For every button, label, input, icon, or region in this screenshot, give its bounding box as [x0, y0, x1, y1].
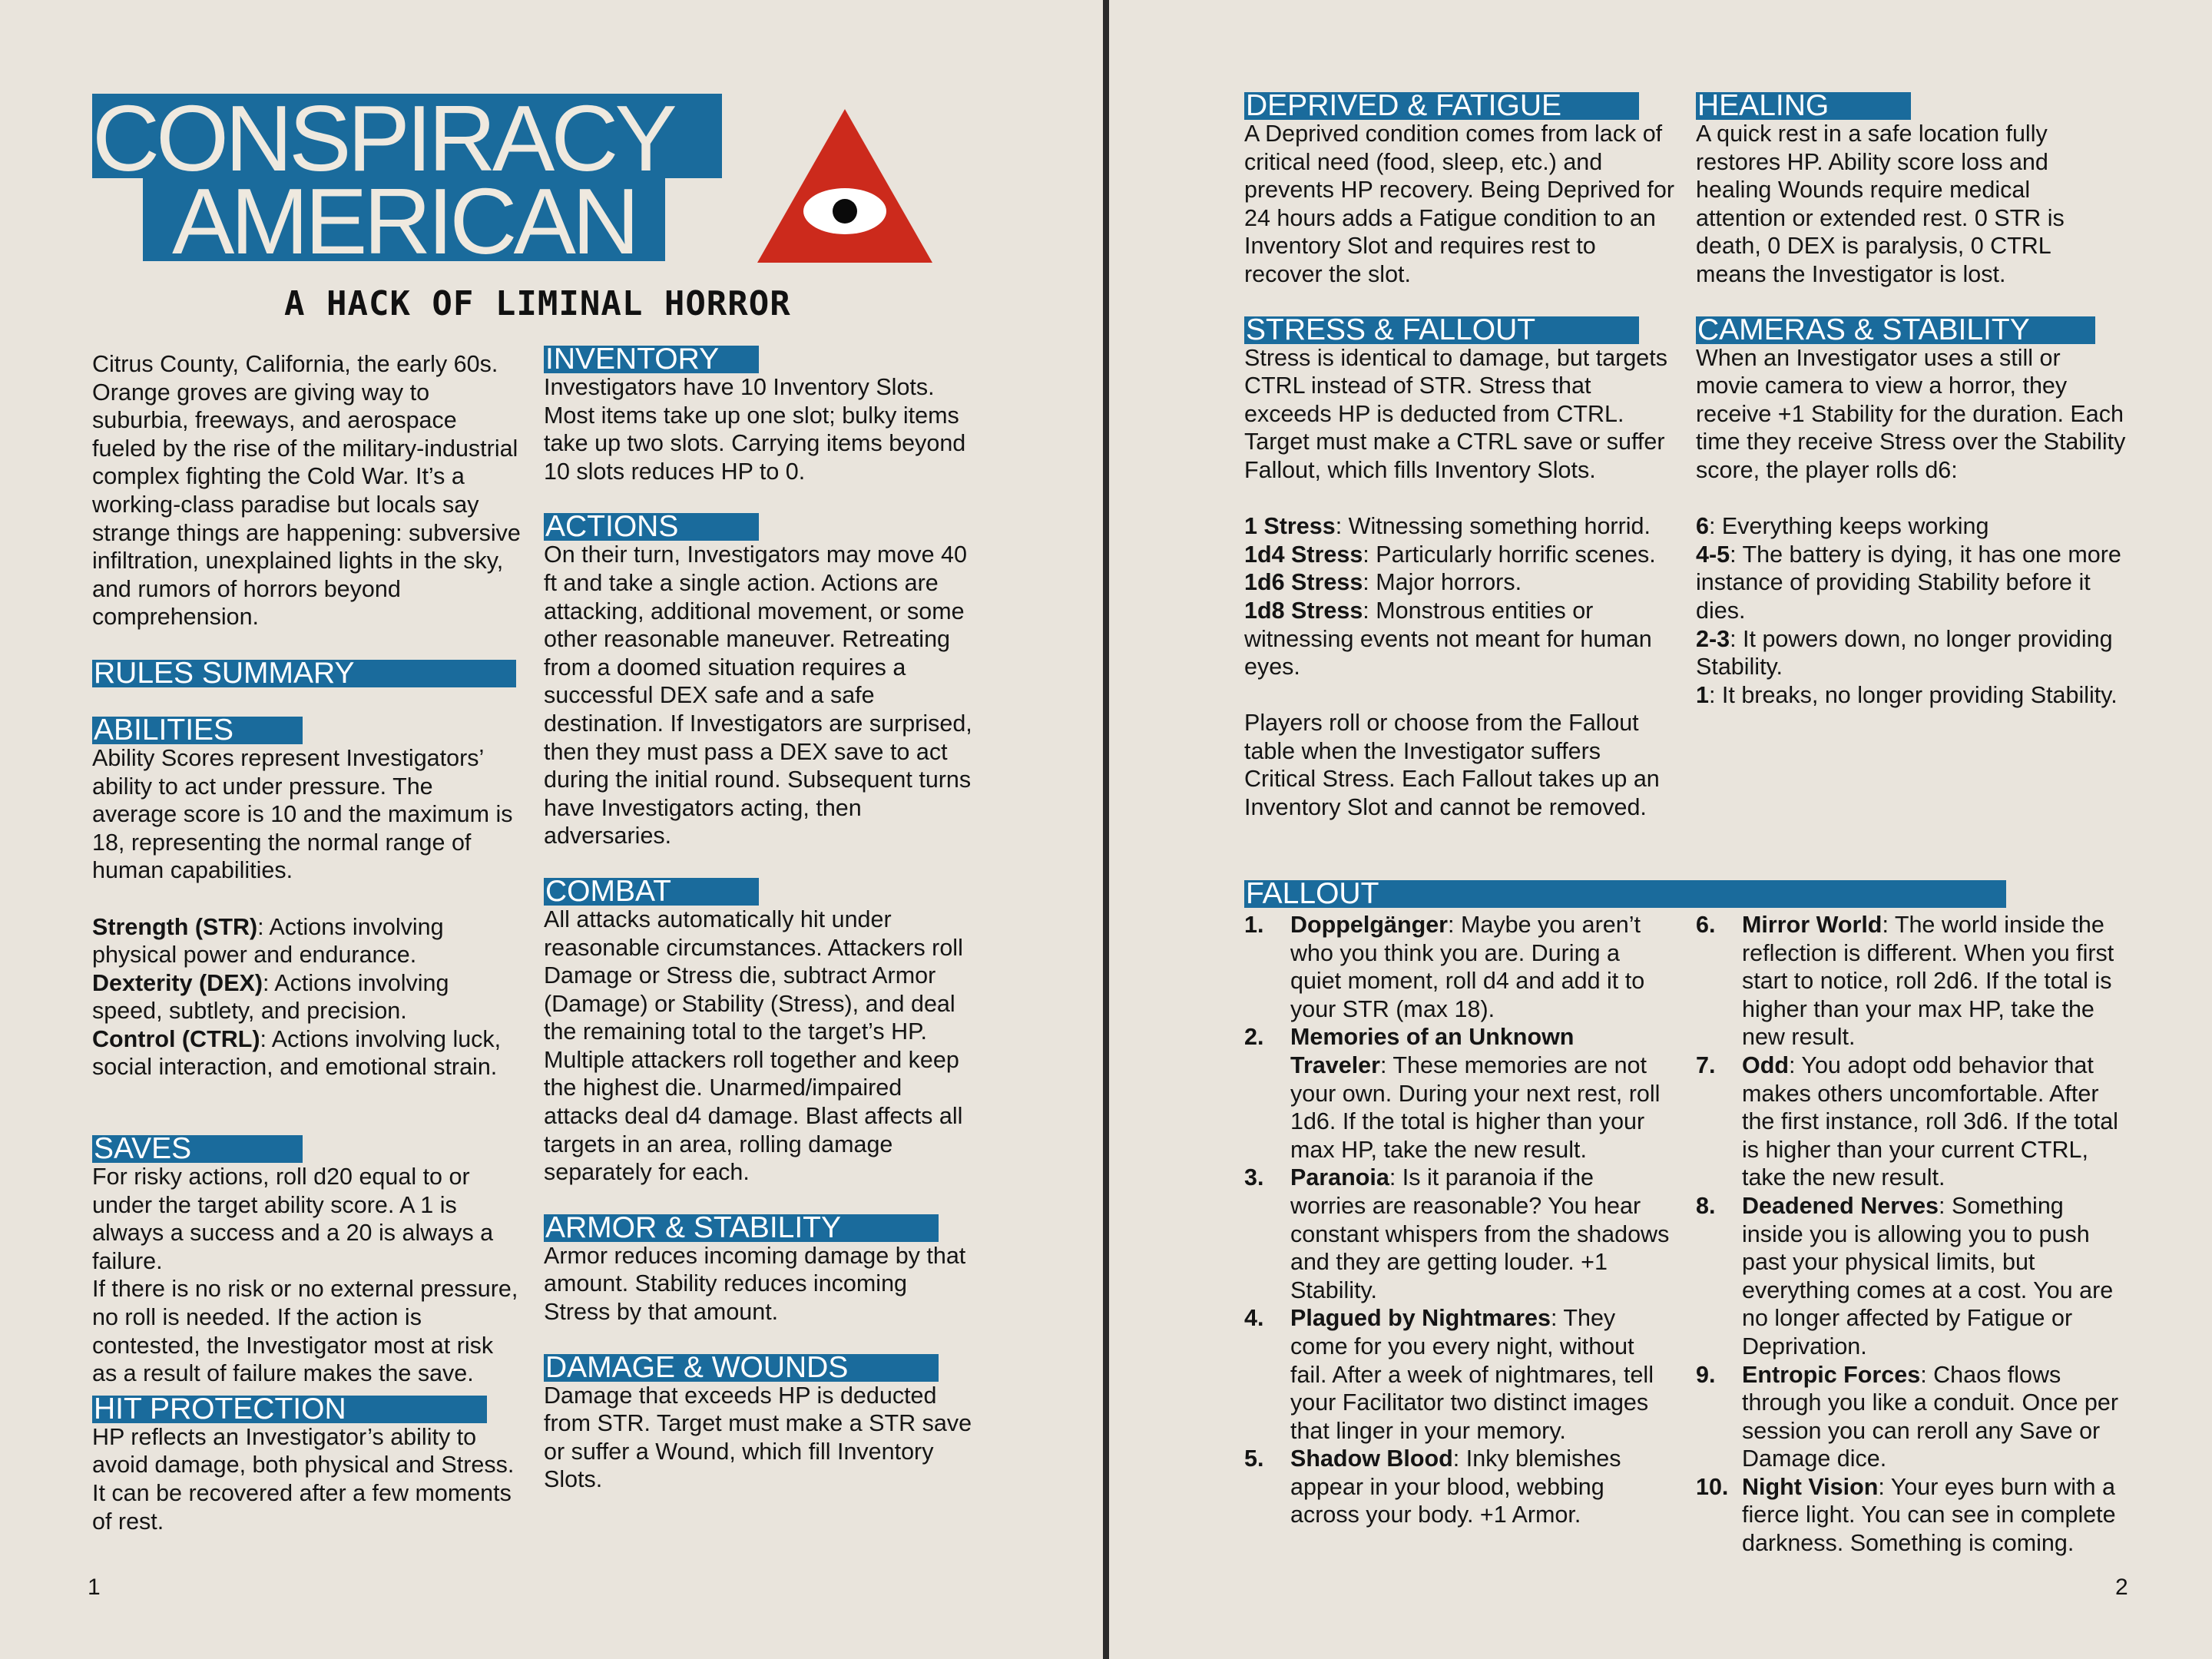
- camera-roll-2-3: 2-3: It powers down, no longer providing Stability.: [1696, 625, 2113, 680]
- actions-text: On their turn, Investigators may move 40 ft and take a single action. Actions are attacking, additional movement, or some other reasonable maneuver. Retreating from a doomed situation requires a successful DEX safe and a safe destination. If Investigators are surprised, then they must pass a DEX save to act during the initial round. Subsequent turns have Investigators acting, then adversaries.: [544, 541, 972, 849]
- damage-text: Damage that exceeds HP is deducted from STR. Target must make a STR save or suffer a Wound, which fill Inventory Slots.: [544, 1382, 972, 1493]
- saves-heading: SAVES: [92, 1135, 303, 1163]
- abilities-text: Ability Scores represent Investigators’ ability to act under pressure. The average score is 10 and the maximum is 18, representing the normal range of human capabilities.: [92, 744, 513, 884]
- deprived-text: A Deprived condition comes from lack of critical need (food, sleep, etc.) and prevents HP recovery. Being Deprived for 24 hours adds a Fatigue condition to an Inventory Slot and requires rest to recover the slot.: [1244, 121, 1674, 287]
- fallout-term: Memories of an Unknown Traveler: [1290, 1024, 1575, 1078]
- fallout-number: 8.: [1696, 1192, 1716, 1219]
- rules-summary-heading: RULES SUMMARY: [92, 660, 516, 687]
- healing-text: A quick rest in a safe location fully restores HP. Ability score loss and healing Wounds require medical attention or extended rest. 0 STR is death, 0 DEX is paralysis, 0 CTRL means the Investigator is lost.: [1696, 121, 2065, 287]
- stress-level-2: 1d4 Stress: Particularly horrific scenes.: [1244, 541, 1656, 568]
- fallout-text: : Chaos flows through you like a conduit. Once per session you can reroll any Save or Damage dice.: [1742, 1361, 2118, 1472]
- title-line-2: AMERICAN: [143, 178, 665, 261]
- left-column-2: [544, 346, 974, 1494]
- fallout-number: 2.: [1244, 1024, 1264, 1051]
- inventory-text: Investigators have 10 Inventory Slots. Most items take up one slot; bulky items take up two slots. Carrying items beyond 10 slots reduces HP to 0.: [544, 374, 966, 485]
- stress-text-2: Players roll or choose from the Fallout table when the Investigator suffers Critical Stress. Each Fallout takes up an Inventory Slot and cannot be removed.: [1244, 710, 1660, 821]
- hit-protection-heading: HIT PROTECTION: [92, 1396, 487, 1423]
- fallout-number: 3.: [1244, 1164, 1264, 1191]
- camera-roll-1: 1: It breaks, no longer providing Stability.: [1696, 681, 2118, 708]
- fallout-number: 9.: [1696, 1361, 1716, 1388]
- saves-text-1: For risky actions, roll d20 equal to or under the target ability score. A 1 is always a success and a 20 is always a failure.: [92, 1164, 494, 1274]
- fallout-text: : The world inside the reflection is different. When you first start to notice, roll 2d6. If the total is higher than your max HP, take the new result.: [1742, 912, 2114, 1051]
- stress-level-3: 1d6 Stress: Major horrors.: [1244, 569, 1522, 596]
- cameras-heading: CAMERAS & STABILITY: [1696, 316, 2095, 344]
- ability-dex: Dexterity (DEX): Actions involving speed, subtlety, and precision.: [92, 969, 449, 1025]
- fallout-text: : You adopt odd behavior that makes others uncomfortable. After the first instance, roll 3d6. If the total is higher than your current CTRL, take the new result.: [1742, 1051, 2118, 1191]
- armor-text: Armor reduces incoming damage by that amount. Stability reduces incoming Stress by that amount.: [544, 1242, 966, 1326]
- fallout-text: : Inky blemishes appear in your blood, webbing across your body. +1 Armor.: [1290, 1445, 1621, 1528]
- ability-str: Strength (STR): Actions involving physical power and endurance.: [92, 913, 444, 969]
- fallout-number: 7.: [1696, 1051, 1716, 1078]
- ability-ctrl: Control (CTRL): Actions involving luck, social interaction, and emotional strain.: [92, 1025, 502, 1081]
- fallout-item: [1244, 1023, 1674, 1164]
- fallout-term: Paranoia: [1290, 1164, 1389, 1191]
- fallout-number: 1.: [1244, 912, 1264, 938]
- fallout-item: [1244, 1304, 1674, 1445]
- fallout-term: Entropic Forces: [1742, 1361, 1921, 1388]
- fallout-item: [1244, 1445, 1674, 1529]
- left-column-1: [92, 350, 522, 1535]
- fallout-term: Odd: [1742, 1051, 1789, 1078]
- intro-text: Citrus County, California, the early 60s. Orange groves are giving way to suburbia, freeways, and aerospace fueled by the rise of the military-industrial complex fighting the Cold War. It’s a working-class paradise but locals say strange things are happening: subversive infiltration, unexplained lights in the sky, and rumors of horrors beyond comprehension.: [92, 351, 521, 631]
- abilities-heading: ABILITIES: [92, 717, 303, 744]
- fallout-term: Doppelgänger: [1290, 912, 1449, 938]
- fallout-number: 6.: [1696, 912, 1716, 938]
- fallout-item: [1244, 1164, 1674, 1304]
- fallout-number: 10.: [1696, 1473, 1729, 1500]
- stress-level-1: 1 Stress: Witnessing something horrid.: [1244, 513, 1651, 540]
- fallout-text: : These memories are not your own. During your next rest, roll 1d6. If the total is higher than your max HP, take the new result.: [1290, 1051, 1661, 1163]
- fallout-item: [1696, 911, 2126, 1051]
- subtitle: A HACK OF LIMINAL HORROR: [284, 284, 791, 323]
- stress-text: Stress is identical to damage, but targets CTRL instead of STR. Stress that exceeds HP is deducted from CTRL. Target must make a CTRL save or suffer Fallout, which fills Inventory Slots.: [1244, 344, 1667, 483]
- fallout-column-2: [1696, 911, 2126, 1558]
- fallout-text: : They come for you every night, without fail. After a week of nightmares, tell your Facilitator two distinct images that linger in your memory.: [1290, 1305, 1654, 1444]
- fallout-term: Mirror World: [1742, 912, 1883, 938]
- combat-text: All attacks automatically hit under reasonable circumstances. Attackers roll Damage or Stress die, subtract Armor (Damage) or Stability (Stress), and deal the remaining total to the target’s HP. Multiple attackers roll together and keep the highest die. Unarmed/impaired attacks deal d4 damage. Blast affects all targets in an area, rolling damage separately for each.: [544, 906, 963, 1186]
- fallout-term: Night Vision: [1742, 1473, 1879, 1500]
- stress-heading: STRESS & FALLOUT: [1244, 316, 1639, 344]
- fallout-item: [1696, 1361, 2126, 1473]
- damage-heading: DAMAGE & WOUNDS: [544, 1354, 939, 1382]
- actions-heading: ACTIONS: [544, 513, 759, 541]
- page-left: [0, 0, 1103, 1659]
- page-right: [1109, 0, 2212, 1659]
- stress-level-4: 1d8 Stress: Monstrous entities or witnessing events not meant for human eyes.: [1244, 597, 1652, 680]
- fallout-item: [1696, 1192, 2126, 1361]
- title-line-1: CONSPIRACY: [92, 94, 722, 178]
- fallout-heading: FALLOUT: [1244, 880, 2006, 908]
- page-number-1: 1: [88, 1575, 101, 1600]
- fallout-term: Deadened Nerves: [1742, 1192, 1939, 1219]
- inventory-heading: INVENTORY: [544, 346, 759, 373]
- hit-protection-text: HP reflects an Investigator’s ability to avoid damage, both physical and Stress. It can be recovered after a few moments of rest.: [92, 1423, 515, 1535]
- eye-pyramid-icon: [757, 109, 932, 263]
- fallout-term: Shadow Blood: [1290, 1445, 1453, 1472]
- fallout-item: [1696, 1473, 2126, 1558]
- saves-text-2: If there is no risk or no external pressure, no roll is needed. If the action is contested, the Investigator most at risk as a result of failure makes the save.: [92, 1276, 518, 1387]
- camera-roll-4-5: 4-5: The battery is dying, it has one more instance of providing Stability before it dies.: [1696, 541, 2121, 624]
- fallout-column-1: [1244, 911, 1674, 1529]
- fallout-number: 5.: [1244, 1445, 1264, 1472]
- fallout-term: Plagued by Nightmares: [1290, 1305, 1551, 1332]
- armor-heading: ARMOR & STABILITY: [544, 1214, 939, 1242]
- right-column-1: [1244, 92, 1674, 822]
- fallout-text: : Your eyes burn with a fierce light. You can see in complete darkness. Something is coming.: [1742, 1473, 2116, 1557]
- deprived-heading: DEPRIVED & FATIGUE: [1244, 92, 1639, 120]
- cameras-text: When an Investigator uses a still or movie camera to view a horror, they receive +1 Stability for the duration. Each time they receive Stress over the Stability score, the player rolls d6:: [1696, 344, 2126, 483]
- fallout-text: : Something inside you is allowing you to push past your physical limits, but everything comes at a cost. You are no longer affected by Fatigue or Deprivation.: [1742, 1192, 2114, 1359]
- camera-roll-6: 6: Everything keeps working: [1696, 513, 1989, 540]
- right-column-2: [1696, 92, 2126, 709]
- fallout-text: : Maybe you aren’t who you think you are. During a quiet moment, roll d4 and add it to your STR (max 18).: [1290, 912, 1645, 1022]
- fallout-item: [1244, 911, 1674, 1023]
- fallout-text: : Is it paranoia if the worries are reasonable? You hear constant whispers from the shadows and they are getting louder. +1 Stability.: [1290, 1164, 1670, 1303]
- page-number-2: 2: [2115, 1575, 2128, 1600]
- combat-heading: COMBAT: [544, 878, 759, 906]
- book-spine: [1103, 0, 1109, 1659]
- healing-heading: HEALING: [1696, 92, 1911, 120]
- fallout-number: 4.: [1244, 1305, 1264, 1332]
- fallout-item: [1696, 1051, 2126, 1192]
